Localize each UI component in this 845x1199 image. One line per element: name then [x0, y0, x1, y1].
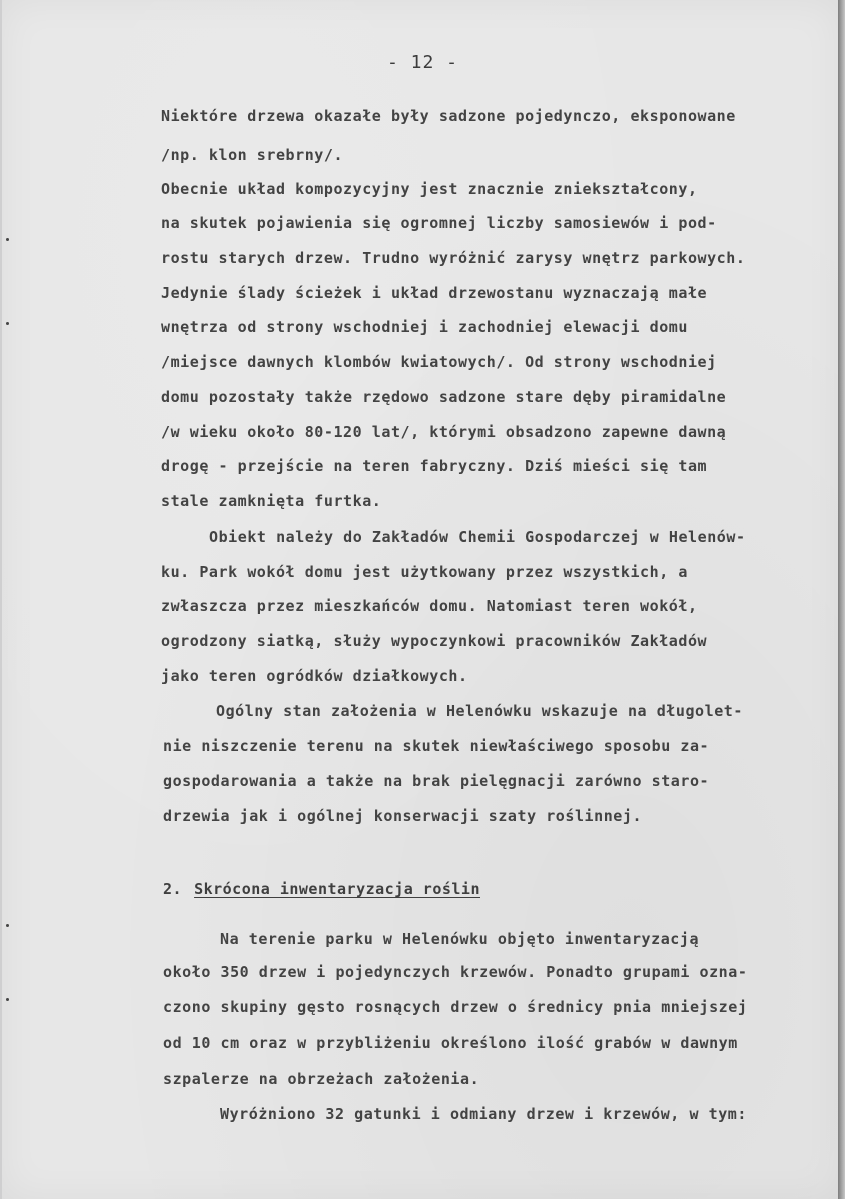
- text-line: rostu starych drzew. Trudno wyróżnić zarysy wnętrz parkowych.: [161, 249, 746, 267]
- section-number: 2.: [163, 880, 183, 898]
- text-line: Jedynie ślady ścieżek i układ drzewostanu wyznaczają małe: [161, 284, 708, 302]
- text-line: jako teren ogródków działkowych.: [161, 667, 468, 685]
- text-line: /w wieku około 80-120 lat/, którymi obsadzono zapewne dawną: [161, 423, 727, 441]
- text-line: wnętrza od strony wschodniej i zachodniej elewacji domu: [161, 318, 688, 336]
- text-line: Niektóre drzewa okazałe były sadzone pojedynczo, eksponowane: [161, 107, 736, 125]
- section-title: Skrócona inwentaryzacja roślin: [194, 880, 480, 898]
- text-line: stale zamknięta furtka.: [161, 492, 382, 510]
- text-line: zwłaszcza przez mieszkańców domu. Natomiast teren wokół,: [161, 597, 698, 615]
- page-number: - 12 -: [386, 52, 459, 73]
- page-edge-shadow: [838, 0, 845, 1199]
- text-line: ogrodzony siatką, służy wypoczynkowi pracowników Zakładów: [161, 632, 708, 650]
- margin-speck: [6, 998, 9, 1001]
- margin-speck: [6, 238, 9, 241]
- text-line: czono skupiny gęsto rosnących drzew o średnicy pnia mniejszej: [163, 998, 748, 1016]
- text-line: domu pozostały także rzędowo sadzone stare dęby piramidalne: [161, 388, 727, 406]
- text-line: /miejsce dawnych klombów kwiatowych/. Od strony wschodniej: [161, 353, 717, 371]
- text-line: Obecnie układ kompozycyjny jest znacznie zniekształcony,: [161, 180, 698, 198]
- text-line: Wyróżniono 32 gatunki i odmiany drzew i krzewów, w tym:: [220, 1105, 747, 1123]
- text-line: Na terenie parku w Helenówku objęto inwentaryzacją: [220, 930, 700, 948]
- text-line: około 350 drzew i pojedynczych krzewów. Ponadto grupami ozna-: [163, 963, 748, 981]
- text-line: Obiekt należy do Zakładów Chemii Gospodarczej w Helenów-: [209, 528, 746, 546]
- text-line: /np. klon srebrny/.: [161, 146, 344, 164]
- margin-speck: [6, 322, 9, 325]
- section-heading: [163, 879, 480, 899]
- text-line: gospodarowania a także na brak pielęgnacji zarówno staro-: [163, 772, 710, 790]
- text-line: nie niszczenie terenu na skutek niewłaściwego sposobu za-: [163, 737, 710, 755]
- text-line: ku. Park wokół domu jest użytkowany przez wszystkich, a: [161, 563, 688, 581]
- text-line: od 10 cm oraz w przybliżeniu określono ilość grabów w dawnym: [163, 1034, 738, 1052]
- text-line: szpalerze na obrzeżach założenia.: [163, 1070, 480, 1088]
- text-line: na skutek pojawienia się ogromnej liczby samosiewów i pod-: [161, 214, 717, 232]
- text-line: Ogólny stan założenia w Helenówku wskazuje na długolet-: [216, 702, 743, 720]
- text-line: drogę - przejście na teren fabryczny. Dziś mieści się tam: [161, 457, 708, 475]
- text-line: drzewia jak i ogólnej konserwacji szaty roślinnej.: [163, 807, 643, 825]
- margin-speck: [6, 924, 9, 927]
